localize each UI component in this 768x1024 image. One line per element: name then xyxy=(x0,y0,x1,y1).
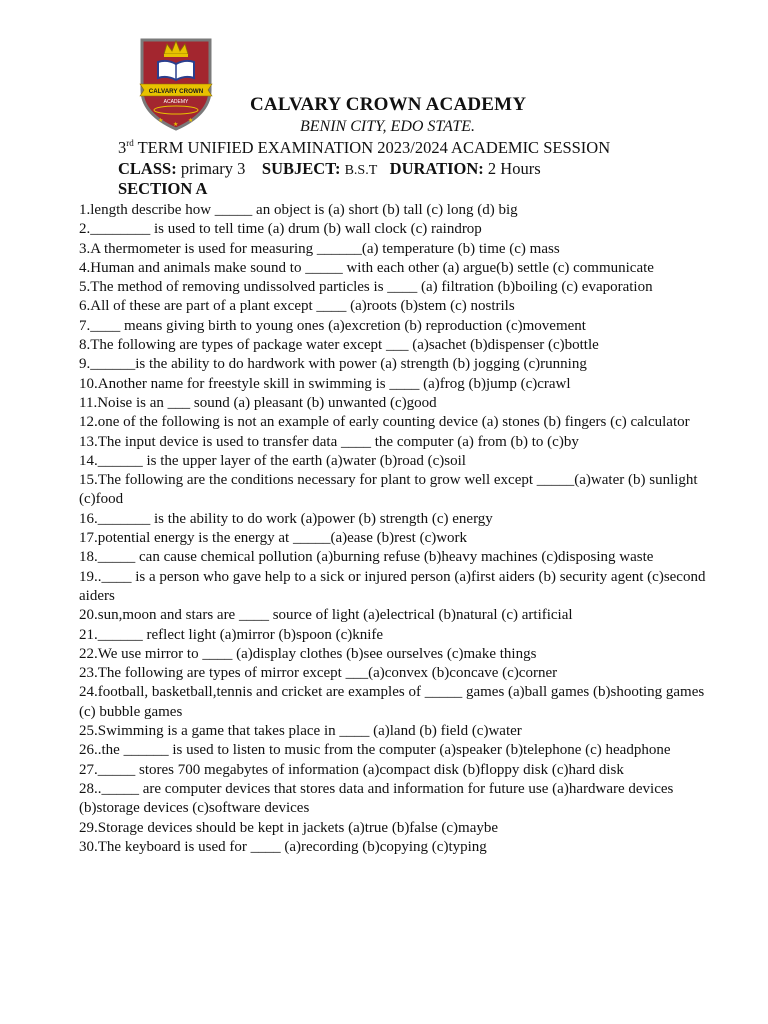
logo-text-line1: CALVARY CROWN xyxy=(148,88,204,95)
question-item: 10.Another name for freestyle skill in swimming is ____ (a)frog (b)jump (c)crawl xyxy=(79,375,571,392)
question-item: 14.______ is the upper layer of the earth (a)water (b)road (c)soil xyxy=(79,452,466,469)
question-item: 26..the ______ is used to listen to music from the computer (a)speaker (b)telephone (c) headphone xyxy=(79,742,671,759)
question-item: 24.football, basketball,tennis and cricket are examples of _____ games (a)ball games (b)shooting games (c) bubble games xyxy=(79,684,705,720)
question-item: 19..____ is a person who gave help to a sick or injured person (a)first aiders (b) security agent (c)second aiders xyxy=(79,568,706,604)
question-item: 21.______ reflect light (a)mirror (b)spoon (c)knife xyxy=(79,626,384,643)
school-name: CALVARY CROWN ACADEMY xyxy=(250,94,527,115)
star-icon: ★ xyxy=(158,118,164,124)
question-item: 15.The following are the conditions necessary for plant to grow well except _____(a)water (b) sunlight (c)food xyxy=(79,472,698,508)
question-item: 28.._____ are computer devices that stores data and information for future use (a)hardware devices (b)storage devices (c)software devices xyxy=(79,780,674,817)
section-title: SECTION A xyxy=(118,179,208,198)
question-item: 3.A thermometer is used for measuring ______(a) temperature (b) time (c) mass xyxy=(79,240,560,257)
question-item: 6.All of these are part of a plant except ____ (a)roots (b)stem (c) nostrils xyxy=(79,298,515,315)
question-item: 17.potential energy is the energy at _____(a)ease (b)rest (c)work xyxy=(79,530,468,547)
star-icon: ★ xyxy=(173,122,179,128)
term-number: 3 xyxy=(118,138,127,157)
question-item: 22.We use mirror to ____ (a)display clothes (b)see ourselves (c)make things xyxy=(79,645,537,662)
subject-value: B.S.T xyxy=(344,163,378,178)
star-icon: ★ xyxy=(188,118,194,124)
subject-label: SUBJECT: xyxy=(261,159,341,178)
question-item: 30.The keyboard is used for ____ (a)recording (b)copying (c)typing xyxy=(79,838,487,855)
class-label: CLASS: xyxy=(118,159,177,178)
class-value: primary 3 xyxy=(180,159,246,178)
question-item: 27._____ stores 700 megabytes of information (a)compact disk (b)floppy disk (c)hard disk xyxy=(79,761,624,778)
question-item: 4.Human and animals make sound to _____ with each other (a) argue(b) settle (c) communicate xyxy=(79,259,654,276)
exam-title-text: TERM UNIFIED EXAMINATION 2023/2024 ACADEMIC SESSION xyxy=(133,138,611,157)
question-item: 2.________ is used to tell time (a) drum (b) wall clock (c) raindrop xyxy=(79,221,482,238)
logo-text-line2: ACADEMY xyxy=(163,99,189,105)
question-item: 12.one of the following is not an example of early counting device (a) stones (b) fingers (c) calculator xyxy=(79,414,690,431)
duration-label: DURATION: xyxy=(389,159,484,178)
question-item: 18._____ can cause chemical pollution (a)burning refuse (b)heavy machines (c)disposing waste xyxy=(79,549,654,566)
term-suffix: rd xyxy=(126,138,134,148)
school-location: BENIN CITY, EDO STATE. xyxy=(300,118,475,135)
exam-details xyxy=(118,159,541,179)
question-item: 20.sun,moon and stars are ____ source of light (a)electrical (b)natural (c) artificial xyxy=(79,607,573,624)
question-item: 9.______is the ability to do hardwork with power (a) strength (b) jogging (c)running xyxy=(79,356,587,373)
question-item: 29.Storage devices should be kept in jackets (a)true (b)false (c)maybe xyxy=(79,819,499,836)
exam-title xyxy=(118,138,610,158)
question-item: 8.The following are types of package water except ___ (a)sachet (b)dispenser (c)bottle xyxy=(79,337,599,354)
question-item: 11.Noise is an ___ sound (a) pleasant (b) unwanted (c)good xyxy=(79,394,437,411)
school-logo xyxy=(136,32,216,132)
question-item: 13.The input device is used to transfer data ____ the computer (a) from (b) to (c)by xyxy=(79,433,579,450)
question-item: 25.Swimming is a game that takes place in ____ (a)land (b) field (c)water xyxy=(79,723,522,740)
question-item: 5.The method of removing undissolved particles is ____ (a) filtration (b)boiling (c) evaporation xyxy=(79,279,653,296)
question-item: 23.The following are types of mirror except ___(a)convex (b)concave (c)corner xyxy=(79,665,558,682)
question-item: 7.____ means giving birth to young ones (a)excretion (b) reproduction (c)movement xyxy=(79,317,586,334)
question-item: 1.length describe how _____ an object is (a) short (b) tall (c) long (d) big xyxy=(79,202,518,218)
crown-base xyxy=(164,54,188,57)
question-item: 16._______ is the ability to do work (a)power (b) strength (c) energy xyxy=(79,510,493,527)
duration-value: 2 Hours xyxy=(487,159,541,178)
question-list xyxy=(79,201,709,857)
